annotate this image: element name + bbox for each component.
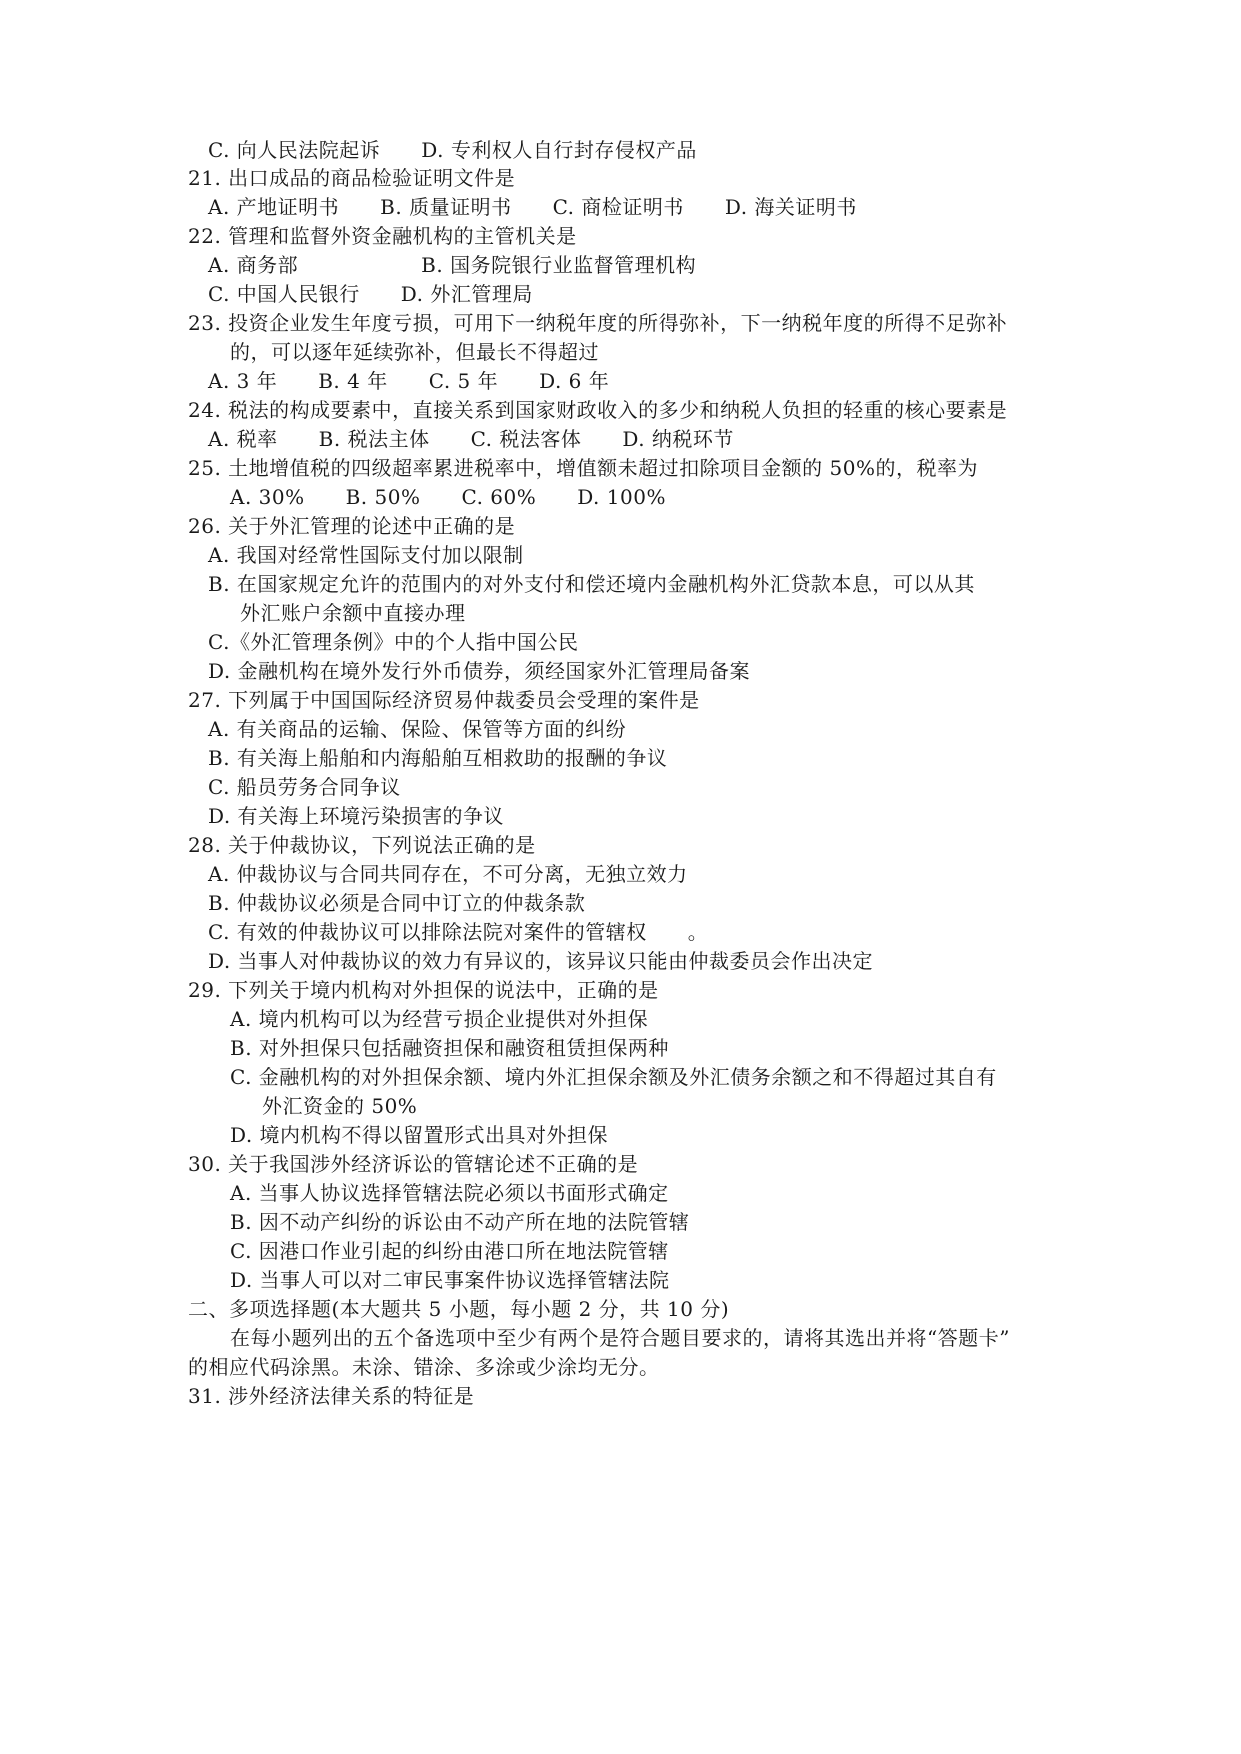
options-q23: A. 3 年 B. 4 年 C. 5 年 D. 6 年 <box>208 369 610 393</box>
options-q21: A. 产地证明书 B. 质量证明书 C. 商检证明书 D. 海关证明书 <box>208 195 857 219</box>
option-q29-c-continued: 外汇资金的 50% <box>262 1094 418 1118</box>
section-instructions: 在每小题列出的五个备选项中至少有两个是符合题目要求的，请将其选出并将“答题卡” <box>230 1326 1010 1350</box>
question-27: 27. 下列属于中国国际经济贸易仲裁委员会受理的案件是 <box>188 688 700 712</box>
options-q22-c-d: C. 中国人民银行 D. 外汇管理局 <box>208 282 533 306</box>
section-heading-multiple-choice: 二、多项选择题(本大题共 5 小题，每小题 2 分，共 10 分) <box>188 1297 730 1321</box>
option-q26-b-continued: 外汇账户余额中直接办理 <box>240 601 466 625</box>
question-22: 22. 管理和监督外资金融机构的主管机关是 <box>188 224 577 248</box>
option-q28-d: D. 当事人对仲裁协议的效力有异议的，该异议只能由仲裁委员会作出决定 <box>208 949 874 973</box>
option-q30-a: A. 当事人协议选择管辖法院必须以书面形式确定 <box>230 1181 669 1205</box>
option-q30-b: B. 因不动产纠纷的诉讼由不动产所在地的法院管辖 <box>230 1210 690 1234</box>
option-q28-b: B. 仲裁协议必须是合同中订立的仲裁条款 <box>208 891 586 915</box>
question-25: 25. 土地增值税的四级超率累进税率中，增值额未超过扣除项目金额的 50%的，税率为 <box>188 456 978 480</box>
section-instructions-continued: 的相应代码涂黑。未涂、错涂、多涂或少涂均无分。 <box>188 1355 660 1379</box>
option-line-q20-c-d: C. 向人民法院起诉 D. 专利权人自行封存侵权产品 <box>208 138 697 162</box>
option-q30-d: D. 当事人可以对二审民事案件协议选择管辖法院 <box>230 1268 670 1292</box>
option-q28-a: A. 仲裁协议与合同共同存在，不可分离，无独立效力 <box>208 862 688 886</box>
options-q24: A. 税率 B. 税法主体 C. 税法客体 D. 纳税环节 <box>208 427 734 451</box>
option-q27-c: C. 船员劳务合同争议 <box>208 775 401 799</box>
question-28: 28. 关于仲裁协议，下列说法正确的是 <box>188 833 536 857</box>
question-24: 24. 税法的构成要素中，直接关系到国家财政收入的多少和纳税人负担的轻重的核心要素是 <box>188 398 1008 422</box>
option-q26-b: B. 在国家规定允许的范围内的对外支付和偿还境内金融机构外汇贷款本息，可以从其 <box>208 572 975 596</box>
option-q30-c: C. 因港口作业引起的纠纷由港口所在地法院管辖 <box>230 1239 669 1263</box>
option-q27-a: A. 有关商品的运输、保险、保管等方面的纠纷 <box>208 717 627 741</box>
option-q27-d: D. 有关海上环境污染损害的争议 <box>208 804 505 828</box>
question-30: 30. 关于我国涉外经济诉讼的管辖论述不正确的是 <box>188 1152 639 1176</box>
option-q29-d: D. 境内机构不得以留置形式出具对外担保 <box>230 1123 609 1147</box>
option-q29-b: B. 对外担保只包括融资担保和融资租赁担保两种 <box>230 1036 669 1060</box>
question-23-continued: 的，可以逐年延续弥补，但最长不得超过 <box>230 340 599 364</box>
option-q29-c: C. 金融机构的对外担保余额、境内外汇担保余额及外汇债务余额之和不得超过其自有 <box>230 1065 997 1089</box>
question-31: 31. 涉外经济法律关系的特征是 <box>188 1384 475 1408</box>
option-q28-c: C. 有效的仲裁协议可以排除法院对案件的管辖权 。 <box>208 920 709 944</box>
question-26: 26. 关于外汇管理的论述中正确的是 <box>188 514 516 538</box>
option-q26-a: A. 我国对经常性国际支付加以限制 <box>208 543 524 567</box>
option-q26-d: D. 金融机构在境外发行外币债券，须经国家外汇管理局备案 <box>208 659 751 683</box>
question-23: 23. 投资企业发生年度亏损，可用下一纳税年度的所得弥补，下一纳税年度的所得不足弥补 <box>188 311 1008 335</box>
option-q29-a: A. 境内机构可以为经营亏损企业提供对外担保 <box>230 1007 649 1031</box>
options-q22-a-b: A. 商务部 B. 国务院银行业监督管理机构 <box>208 253 697 277</box>
option-q26-c: C.《外汇管理条例》中的个人指中国公民 <box>208 630 579 654</box>
question-29: 29. 下列关于境内机构对外担保的说法中，正确的是 <box>188 978 659 1002</box>
question-21: 21. 出口成品的商品检验证明文件是 <box>188 166 516 190</box>
option-q27-b: B. 有关海上船舶和内海船舶互相救助的报酬的争议 <box>208 746 668 770</box>
options-q25: A. 30% B. 50% C. 60% D. 100% <box>230 485 666 509</box>
